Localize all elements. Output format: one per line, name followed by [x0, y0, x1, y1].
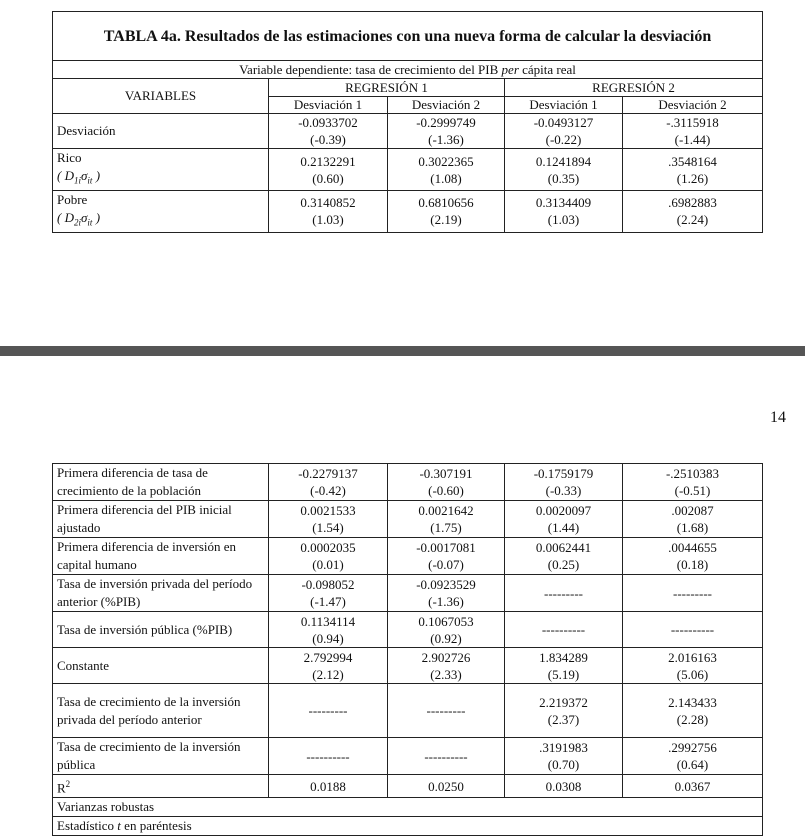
coefficient-value: -0.0933702: [298, 115, 358, 130]
t-statistic: (2.19): [430, 212, 462, 228]
coefficient-cell: [388, 464, 505, 501]
variable-math-notation: ( $D_{2i}\sigma_{it}$ ): [57, 210, 101, 228]
variable-label: Tasa de inversión privada del período anterior (%PIB): [53, 575, 269, 612]
coefficient-value: 1.834289: [539, 649, 588, 665]
t-statistic: (2.28): [676, 711, 709, 727]
t-statistic: (0.01): [312, 557, 344, 572]
coefficient-value: 2.143433: [668, 694, 717, 710]
coefficient-cell: [388, 538, 505, 575]
coefficient-cell: [269, 538, 388, 575]
dependent-variable-prefix: Variable dependiente: tasa de crecimiento del PIB: [239, 61, 502, 77]
coefficient-value: -0.1759179: [533, 466, 594, 481]
table-row: [53, 538, 763, 575]
t-statistic: (2.12): [312, 666, 344, 682]
t-statistic: (1.68): [676, 520, 709, 535]
r-squared-value: 0.0188: [269, 775, 388, 798]
omitted-cell: [505, 612, 623, 648]
coefficient-cell: [388, 612, 505, 648]
coefficient-cell: [505, 648, 623, 684]
table-note-row: [53, 798, 763, 817]
omitted-dashes: ----------: [424, 748, 468, 764]
coefficient-value: -.2510383: [665, 466, 720, 481]
coefficient-value: -0.0493127: [533, 115, 594, 130]
omitted-dashes: ----------: [670, 622, 715, 637]
column-header-regresion-2: REGRESIÓN 2: [505, 79, 763, 97]
variable-label: Desviación: [53, 114, 269, 149]
t-statistic: (-0.07): [428, 557, 464, 572]
t-statistic: (1.03): [547, 212, 580, 228]
table-row-pobre: [53, 191, 763, 233]
coefficient-cell: [505, 738, 623, 775]
t-statistic: (-0.60): [428, 483, 464, 498]
table-note-row: [53, 817, 763, 836]
coefficient-cell: [505, 538, 623, 575]
coefficient-value: 0.0021533: [300, 503, 356, 518]
table-row: [53, 612, 763, 648]
table-row-desviacion: [53, 114, 763, 149]
coefficient-value: -0.098052: [301, 577, 355, 592]
t-statistic: (1.03): [312, 212, 344, 228]
coefficient-value: 0.3134409: [535, 195, 592, 211]
coefficient-value: 2.016163: [668, 649, 717, 665]
variable-label: [53, 149, 269, 191]
coefficient-value: .3191983: [539, 740, 588, 755]
variable-name: Pobre: [57, 192, 88, 207]
omitted-cell: [269, 738, 388, 775]
t-statistic: (0.64): [676, 757, 709, 772]
t-statistic: (1.75): [430, 520, 462, 535]
coefficient-cell: [269, 501, 388, 538]
t-statistic: (-0.42): [310, 483, 346, 498]
omitted-dashes: ---------: [426, 703, 466, 718]
coefficient-value: .3548164: [668, 153, 717, 169]
t-statistic: (-1.36): [428, 132, 464, 147]
t-statistic: (5.19): [547, 666, 580, 682]
table-row: [53, 501, 763, 538]
coefficient-cell: [623, 191, 763, 233]
coefficient-cell: [388, 191, 505, 233]
omitted-cell: [623, 575, 763, 612]
t-statistic: (1.44): [547, 520, 580, 535]
omitted-dashes: ---------: [308, 703, 348, 718]
variable-label: Primera diferencia de inversión en capital humano: [53, 538, 269, 575]
omitted-cell: [388, 684, 505, 738]
t-statistic: (-0.51): [674, 483, 711, 498]
note-varianzas-robustas: Varianzas robustas: [53, 798, 763, 817]
coefficient-value: 2.219372: [539, 694, 588, 710]
table-row: [53, 738, 763, 775]
coefficient-value: 0.2132291: [300, 153, 356, 169]
table-row-rico: [53, 149, 763, 191]
column-subheader-desviacion-2: Desviación 2: [388, 97, 505, 114]
coefficient-cell: [623, 464, 763, 501]
coefficient-value: 0.1067053: [418, 613, 474, 629]
omitted-cell: [269, 684, 388, 738]
coefficient-value: -.3115918: [666, 115, 719, 130]
coefficient-cell: [623, 114, 763, 149]
coefficient-value: -0.0017081: [416, 540, 476, 555]
coefficient-cell: [505, 464, 623, 501]
coefficient-value: .002087: [671, 503, 714, 518]
coefficient-cell: [623, 648, 763, 684]
coefficient-value: 0.1134114: [300, 613, 356, 629]
coefficient-value: .2992756: [668, 740, 717, 755]
coefficient-cell: [388, 648, 505, 684]
coefficient-value: 0.0020097: [535, 503, 592, 518]
coefficient-cell: [388, 149, 505, 191]
coefficient-cell: [388, 575, 505, 612]
coefficient-cell: [388, 501, 505, 538]
coefficient-value: 0.0002035: [300, 540, 356, 555]
dependent-variable-suffix: cápita real: [518, 61, 576, 77]
coefficient-cell: [623, 149, 763, 191]
t-statistic: (-0.22): [545, 132, 582, 147]
column-subheader-desviacion-1: Desviación 1: [269, 97, 388, 114]
coefficient-cell: [269, 648, 388, 684]
dependent-variable-row: [53, 61, 763, 79]
t-statistic: (0.94): [312, 630, 344, 646]
coefficient-value: 0.1241894: [535, 153, 592, 169]
coefficient-cell: [269, 114, 388, 149]
variable-label: Tasa de inversión pública (%PIB): [53, 612, 269, 648]
coefficient-value: -0.2279137: [298, 466, 358, 481]
coefficient-cell: [269, 464, 388, 501]
results-table-top: [52, 11, 763, 233]
coefficient-cell: [623, 738, 763, 775]
coefficient-value: 0.0062441: [535, 540, 592, 555]
t-statistic: (0.25): [547, 557, 580, 572]
coefficient-value: .0044655: [668, 540, 717, 555]
column-subheader-desviacion-3: Desviación 1: [505, 97, 623, 114]
coefficient-cell: [269, 575, 388, 612]
omitted-cell: [623, 612, 763, 648]
t-statistic: (2.37): [547, 711, 580, 727]
dependent-variable-italic: per: [501, 61, 519, 77]
t-statistic: (-1.36): [428, 594, 464, 609]
results-table-continued: [52, 463, 763, 836]
column-header-regresion-1: REGRESIÓN 1: [269, 79, 505, 97]
t-statistic: (-0.33): [545, 483, 582, 498]
t-statistic: (-1.47): [310, 594, 346, 609]
coefficient-cell: [623, 538, 763, 575]
t-statistic: (-0.39): [310, 132, 346, 147]
note-estadistico-t: Estadístico t en paréntesis: [53, 817, 763, 836]
coefficient-value: -0.2999749: [416, 115, 476, 130]
r-squared-value: 0.0308: [505, 775, 623, 798]
t-statistic: (0.92): [430, 630, 462, 646]
variable-label: Tasa de crecimiento de la inversión privada del período anterior: [53, 684, 269, 738]
page-number: 14: [770, 409, 786, 426]
t-statistic: (0.60): [312, 170, 344, 186]
r-squared-value: 0.0367: [623, 775, 763, 798]
t-statistic: (0.70): [547, 757, 580, 772]
column-subheader-desviacion-4: Desviación 2: [623, 97, 763, 114]
coefficient-cell: [505, 191, 623, 233]
coefficient-cell: [505, 684, 623, 738]
table-row: [53, 648, 763, 684]
coefficient-cell: [623, 684, 763, 738]
page-separator-bar: [0, 346, 805, 356]
table-row-r-squared: [53, 775, 763, 798]
coefficient-value: 0.0021642: [418, 503, 474, 518]
coefficient-cell: [505, 501, 623, 538]
t-statistic: (1.26): [676, 170, 709, 186]
table-row: [53, 575, 763, 612]
t-statistic: (-1.44): [674, 132, 711, 147]
omitted-cell: [505, 575, 623, 612]
table-row: [53, 464, 763, 501]
t-statistic: (5.06): [676, 666, 709, 682]
coefficient-cell: [623, 501, 763, 538]
coefficient-value: -0.0923529: [416, 577, 476, 592]
coefficient-cell: [269, 149, 388, 191]
omitted-cell: [388, 738, 505, 775]
coefficient-value: 0.3140852: [300, 195, 356, 211]
variable-label: Constante: [53, 648, 269, 684]
t-statistic: (2.33): [430, 666, 462, 682]
r-squared-value: 0.0250: [388, 775, 505, 798]
omitted-dashes: ----------: [541, 622, 586, 637]
t-statistic: (0.35): [547, 170, 580, 186]
t-statistic: (1.54): [312, 520, 344, 535]
coefficient-value: 0.6810656: [418, 195, 474, 211]
variable-label: Primera diferencia del PIB inicial ajustado: [53, 501, 269, 538]
coefficient-value: .6982883: [668, 195, 717, 211]
table-title: TABLA 4a. Resultados de las estimaciones con una nueva forma de calcular la desviación: [53, 12, 763, 61]
column-header-variables: VARIABLES: [53, 79, 269, 114]
coefficient-cell: [269, 612, 388, 648]
omitted-dashes: ---------: [673, 585, 712, 601]
variable-label: [53, 191, 269, 233]
coefficient-cell: [388, 114, 505, 149]
variable-name: Rico: [57, 150, 82, 166]
coefficient-value: 0.3022365: [418, 153, 474, 169]
coefficient-cell: [505, 114, 623, 149]
coefficient-value: -0.307191: [419, 466, 473, 481]
coefficient-cell: [269, 191, 388, 233]
table-row: [53, 684, 763, 738]
t-statistic: (0.18): [676, 557, 709, 572]
coefficient-value: 2.902726: [421, 649, 471, 665]
coefficient-cell: [505, 149, 623, 191]
omitted-dashes: ---------: [544, 585, 583, 601]
coefficient-value: 2.792994: [303, 649, 353, 665]
r-squared-label: $R^2$: [53, 775, 269, 798]
t-statistic: (2.24): [676, 212, 709, 228]
variable-math-notation: ( $D_{1i}\sigma_{it}$ ): [57, 168, 101, 186]
t-statistic: (1.08): [430, 170, 462, 186]
variable-label: Primera diferencia de tasa de crecimiento de la población: [53, 464, 269, 501]
omitted-dashes: ----------: [306, 748, 350, 764]
variable-label: Tasa de crecimiento de la inversión pública: [53, 738, 269, 775]
